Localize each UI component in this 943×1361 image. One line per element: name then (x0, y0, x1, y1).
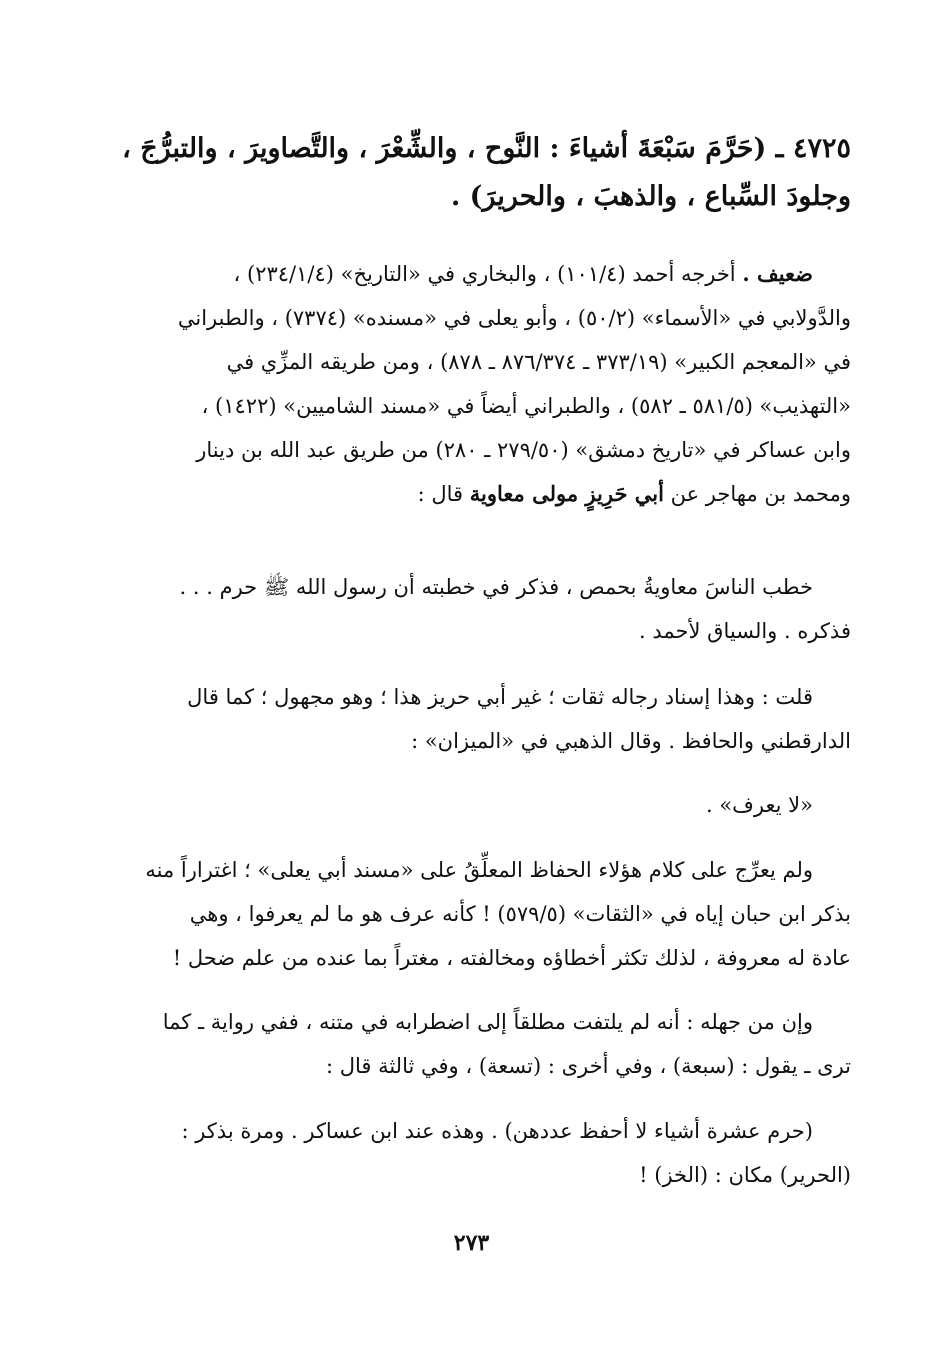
narration-paragraph (91, 565, 851, 653)
takhrij-paragraph (91, 252, 851, 516)
variant-paragraph (91, 1109, 851, 1197)
narrator-name: أبي حَرِيزٍ مولى معاوية (469, 481, 664, 506)
hadith-text (91, 125, 851, 221)
paragraph-line: بذكر ابن حبان إياه في «الثقات» (٥٧٩/٥) ! كأنه عرف هو ما لم يعرفوا ، وهي (189, 902, 851, 926)
comment-paragraph (91, 675, 851, 763)
paragraph-line: «التهذيب» (٥٨١/٥ ـ ٥٨٢) ، والطبراني أيضاً في «مسند الشاميين» (١٤٢٢) ، (201, 394, 851, 418)
page-number: ٢٧٣ (453, 1230, 490, 1256)
paragraph-line: (حرم عشرة أشياء لا أحفظ عددهن) . وهذه عند ابن عساكر . ومرة بذكر : (181, 1119, 813, 1143)
paragraph-text: أخرجه أحمد (١٠١/٤) ، والبخاري في «التاريخ» (٢٣٤/١/٤) ، (233, 262, 736, 286)
paragraph-line: قلت : وهذا إسناد رجاله ثقات ؛ غير أبي حريز هذا ؛ وهو مجهول ؛ كما قال (187, 685, 813, 709)
paragraph-line: ولم يعرِّج على كلام هؤلاء الحفاظ المعلِّقُ على «مسند أبي يعلى» ؛ اغتراراً منه (145, 858, 813, 882)
quote-paragraph (91, 783, 851, 827)
critique-paragraph (91, 1000, 851, 1088)
paragraph-line: ترى ـ يقول : (سبعة) ، وفي أخرى : (تسعة) ، وفي ثالثة قال : (325, 1054, 851, 1078)
paragraph-line: فذكره . والسياق لأحمد . (639, 619, 851, 643)
paragraph-line: «لا يعرف» . (705, 793, 813, 817)
paragraph-line: في «المعجم الكبير» (٣٧٣/١٩ ـ ٨٧٦/٣٧٤ ـ ٨٧٨) ، ومن طريقه المزِّي في (226, 350, 851, 374)
critique-paragraph (91, 848, 851, 980)
hadith-line: وجلودَ السِّباع ، والذهبَ ، والحريرَ) . (450, 181, 851, 212)
paragraph-line: خطب الناسَ معاويةُ بحمص ، فذكر في خطبته أن رسول الله ﷺ حرم . . . (179, 575, 813, 599)
paragraph-line: (الحرير) مكان : (الخز) ! (639, 1163, 851, 1187)
paragraph-line: وابن عساكر في «تاريخ دمشق» (٢٧٩/٥٠ ـ ٢٨٠) من طريق عبد الله بن دينار (196, 438, 851, 462)
hadith-line: ٤٧٢٥ ـ (حَرَّمَ سَبْعَةَ أشياءَ : النَّوح ، والشِّعْرَ ، والتَّصاويرَ ، والتبرُّجَ ، (122, 133, 851, 164)
paragraph-text: قال : (417, 482, 464, 506)
paragraph-line (91, 252, 851, 296)
grade-label: ضعيف . (742, 261, 813, 286)
paragraph-text: ومحمد بن مهاجر عن (670, 482, 851, 506)
paragraph-line: عادة له معروفة ، لذلك تكثر أخطاؤه ومخالفته ، مغتراً بما عنده من علم ضحل ! (172, 946, 851, 970)
paragraph-line (91, 472, 851, 516)
paragraph-line: والدَّولابي في «الأسماء» (٥٠/٢) ، وأبو يعلى في «مسنده» (٧٣٧٤) ، والطبراني (177, 306, 851, 330)
paragraph-line: وإن من جهله : أنه لم يلتفت مطلقاً إلى اضطرابه في متنه ، ففي رواية ـ كما (162, 1010, 813, 1034)
paragraph-line: الدارقطني والحافظ . وقال الذهبي في «الميزان» : (411, 729, 851, 753)
